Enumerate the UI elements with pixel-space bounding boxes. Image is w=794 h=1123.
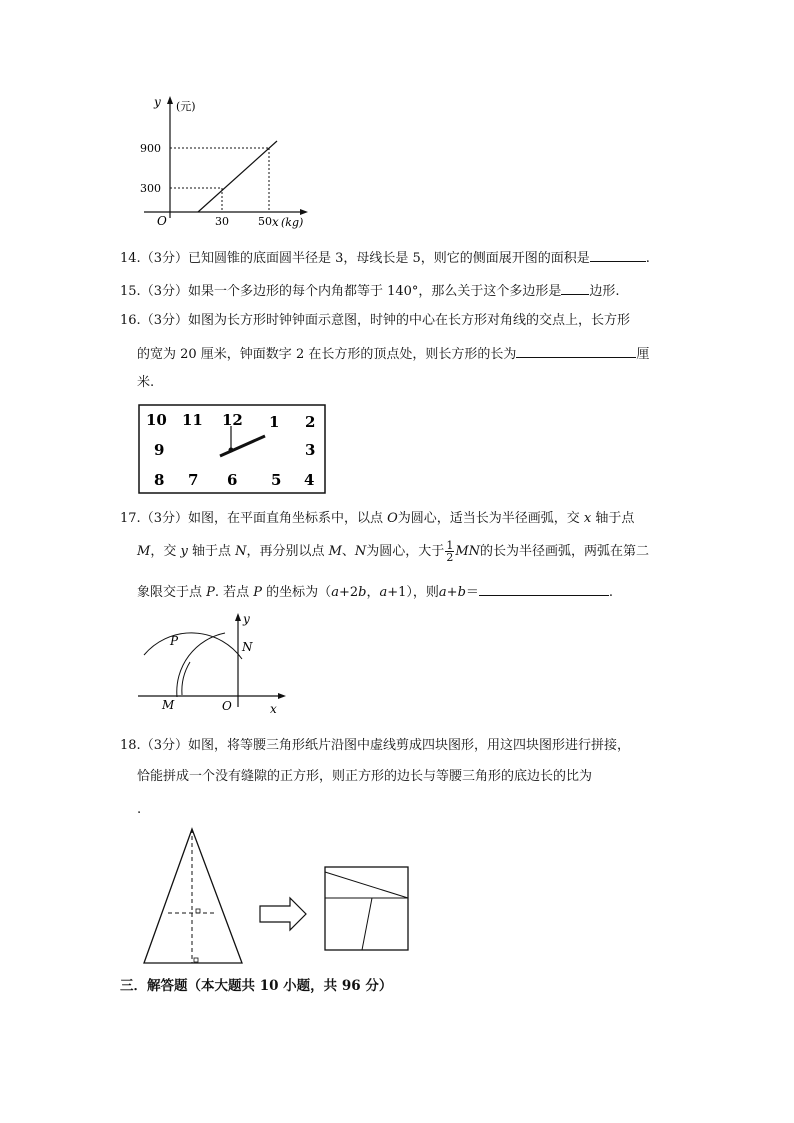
q17-text: + [446,585,458,600]
x-axis-label: x [270,702,277,716]
triangle-to-square-figure [138,825,418,970]
q17-var: MN [455,544,480,559]
hour-hand [220,436,265,456]
q17-text: 为圆心，大于 [366,544,445,559]
question-number: 14. [120,251,141,266]
x-tick-50: 50 [258,215,272,228]
clock-number-8: 8 [154,471,165,489]
question-number: 18. [120,738,141,753]
clock-number-1: 1 [269,413,280,431]
q17-text: 象限交于点 [137,585,207,600]
y-axis-label: y [243,612,250,626]
clock-number-4: 4 [304,471,315,489]
q17-var: P [206,585,215,600]
q17-var: N [354,544,367,559]
answer-blank[interactable] [561,280,589,295]
question-text-line3: . [137,802,142,817]
question-score: （3分） [140,738,188,753]
q17-var: M [328,544,342,559]
question-18-line3 [137,800,141,820]
question-text-line1: 如图为长方形时钟钟面示意图，时钟的中心在长方形对角线的交点上，长方形 [187,313,630,328]
assembled-square [325,867,408,950]
question-text: 如果一个多边形的每个内角都等于 140°，那么关于这个多边形是 [187,284,562,299]
q17-var: a [331,585,339,600]
q17-text: ，交 [150,544,181,559]
q17-text: 轴于点 [187,544,236,559]
q17-text: +1），则 [387,585,439,600]
q17-var: M [137,544,151,559]
section-3-heading [120,976,392,996]
q17-var: a [379,585,388,600]
q17-text: 如图，在平面直角坐标系中，以点 [187,511,388,526]
answer-blank[interactable] [516,343,636,358]
q17-var: x [583,511,592,526]
clock-number-7: 7 [188,471,199,489]
clock-number-9: 9 [154,441,165,459]
origin-label: O [222,699,232,713]
y-tick-900: 900 [140,142,161,155]
fraction-numerator: 1 [446,539,454,552]
question-number: 15. [120,284,141,299]
y-axis-unit: (元) [176,100,196,113]
question-end: . [645,251,650,266]
q17-text: 的长为半径画弧，两弧在第二 [480,544,650,559]
q17-text: 为圆心，适当长为半径画弧，交 [397,511,584,526]
section-title: 三．解答题（本大题共 10 小题，共 96 分） [120,978,393,994]
point-n-label: N [242,640,253,654]
point-m-label: M [162,698,175,712]
question-16-line2 [137,343,649,365]
q17-var: a [438,585,447,600]
price-weight-graph [130,90,320,235]
answer-blank[interactable] [479,581,609,596]
question-score: （3分） [140,511,188,526]
question-17-line3 [137,581,613,603]
question-text: 已知圆锥的底面圆半径是 3，母线长是 5，则它的侧面展开图的面积是 [187,251,590,266]
x-axis-unit: (kg) [281,216,304,229]
question-18-line2 [137,767,592,787]
isosceles-triangle [144,829,242,963]
fraction-one-half [445,540,454,563]
question-17-line2 [137,540,649,563]
clock-number-10: 10 [146,411,167,429]
x-axis-label: x [272,215,279,229]
q17-var: O [387,511,398,526]
question-17 [120,509,634,529]
origin-label: O [157,214,167,228]
question-text-line2: 的宽为 20 厘米，钟面数字 2 在长方形的顶点处，则长方形的长为 [137,347,517,362]
point-p-label: P [170,634,179,648]
y-axis-label: y [154,95,161,109]
fraction-denominator: 2 [446,551,454,564]
x-tick-30: 30 [215,215,229,228]
q17-text: 、 [341,544,355,559]
clock-number-6: 6 [227,471,238,489]
question-unit: 厘 [636,347,650,362]
q17-var: P [253,585,263,600]
q17-text: ，再分别以点 [246,544,329,559]
question-15 [120,280,620,302]
q17-text: ， [366,585,380,600]
question-number: 17. [120,511,141,526]
question-18 [120,736,630,756]
question-text-line1: 如图，将等腰三角形纸片沿图中虚线剪成四块图形，用这四块图形进行拼接， [187,738,630,753]
clock-number-2: 2 [305,413,316,431]
coordinate-construction-figure [130,607,295,719]
question-score: （3分） [140,251,188,266]
question-text-line3: 米. [137,375,155,390]
arrow-icon [260,898,306,930]
q17-text: 轴于点 [591,511,635,526]
question-16 [120,311,630,331]
question-end: . [608,585,614,600]
q17-text: ＝ [465,585,479,600]
clock-number-3: 3 [305,441,316,459]
q17-var: N [235,544,247,559]
q17-var: b [457,585,466,600]
clock-number-12: 12 [222,411,243,429]
clock-number-5: 5 [271,471,282,489]
rectangular-clock-figure [138,404,328,496]
question-16-line3 [137,373,154,393]
q17-var: b [358,585,367,600]
y-tick-300: 300 [140,182,161,195]
question-score: （3分） [140,313,188,328]
q17-text: . 若点 [214,585,254,600]
answer-blank[interactable] [590,247,646,262]
clock-number-11: 11 [182,411,203,429]
q17-text: +2 [338,585,359,600]
q17-text: 的坐标为（ [262,585,332,600]
q17-var: y [180,544,188,559]
question-14 [120,247,650,269]
question-text-line2: 恰能拼成一个没有缝隙的正方形，则正方形的边长与等腰三角形的底边长的比为 [137,769,593,784]
question-number: 16. [120,313,141,328]
question-end: 边形. [589,284,620,299]
question-score: （3分） [140,284,188,299]
